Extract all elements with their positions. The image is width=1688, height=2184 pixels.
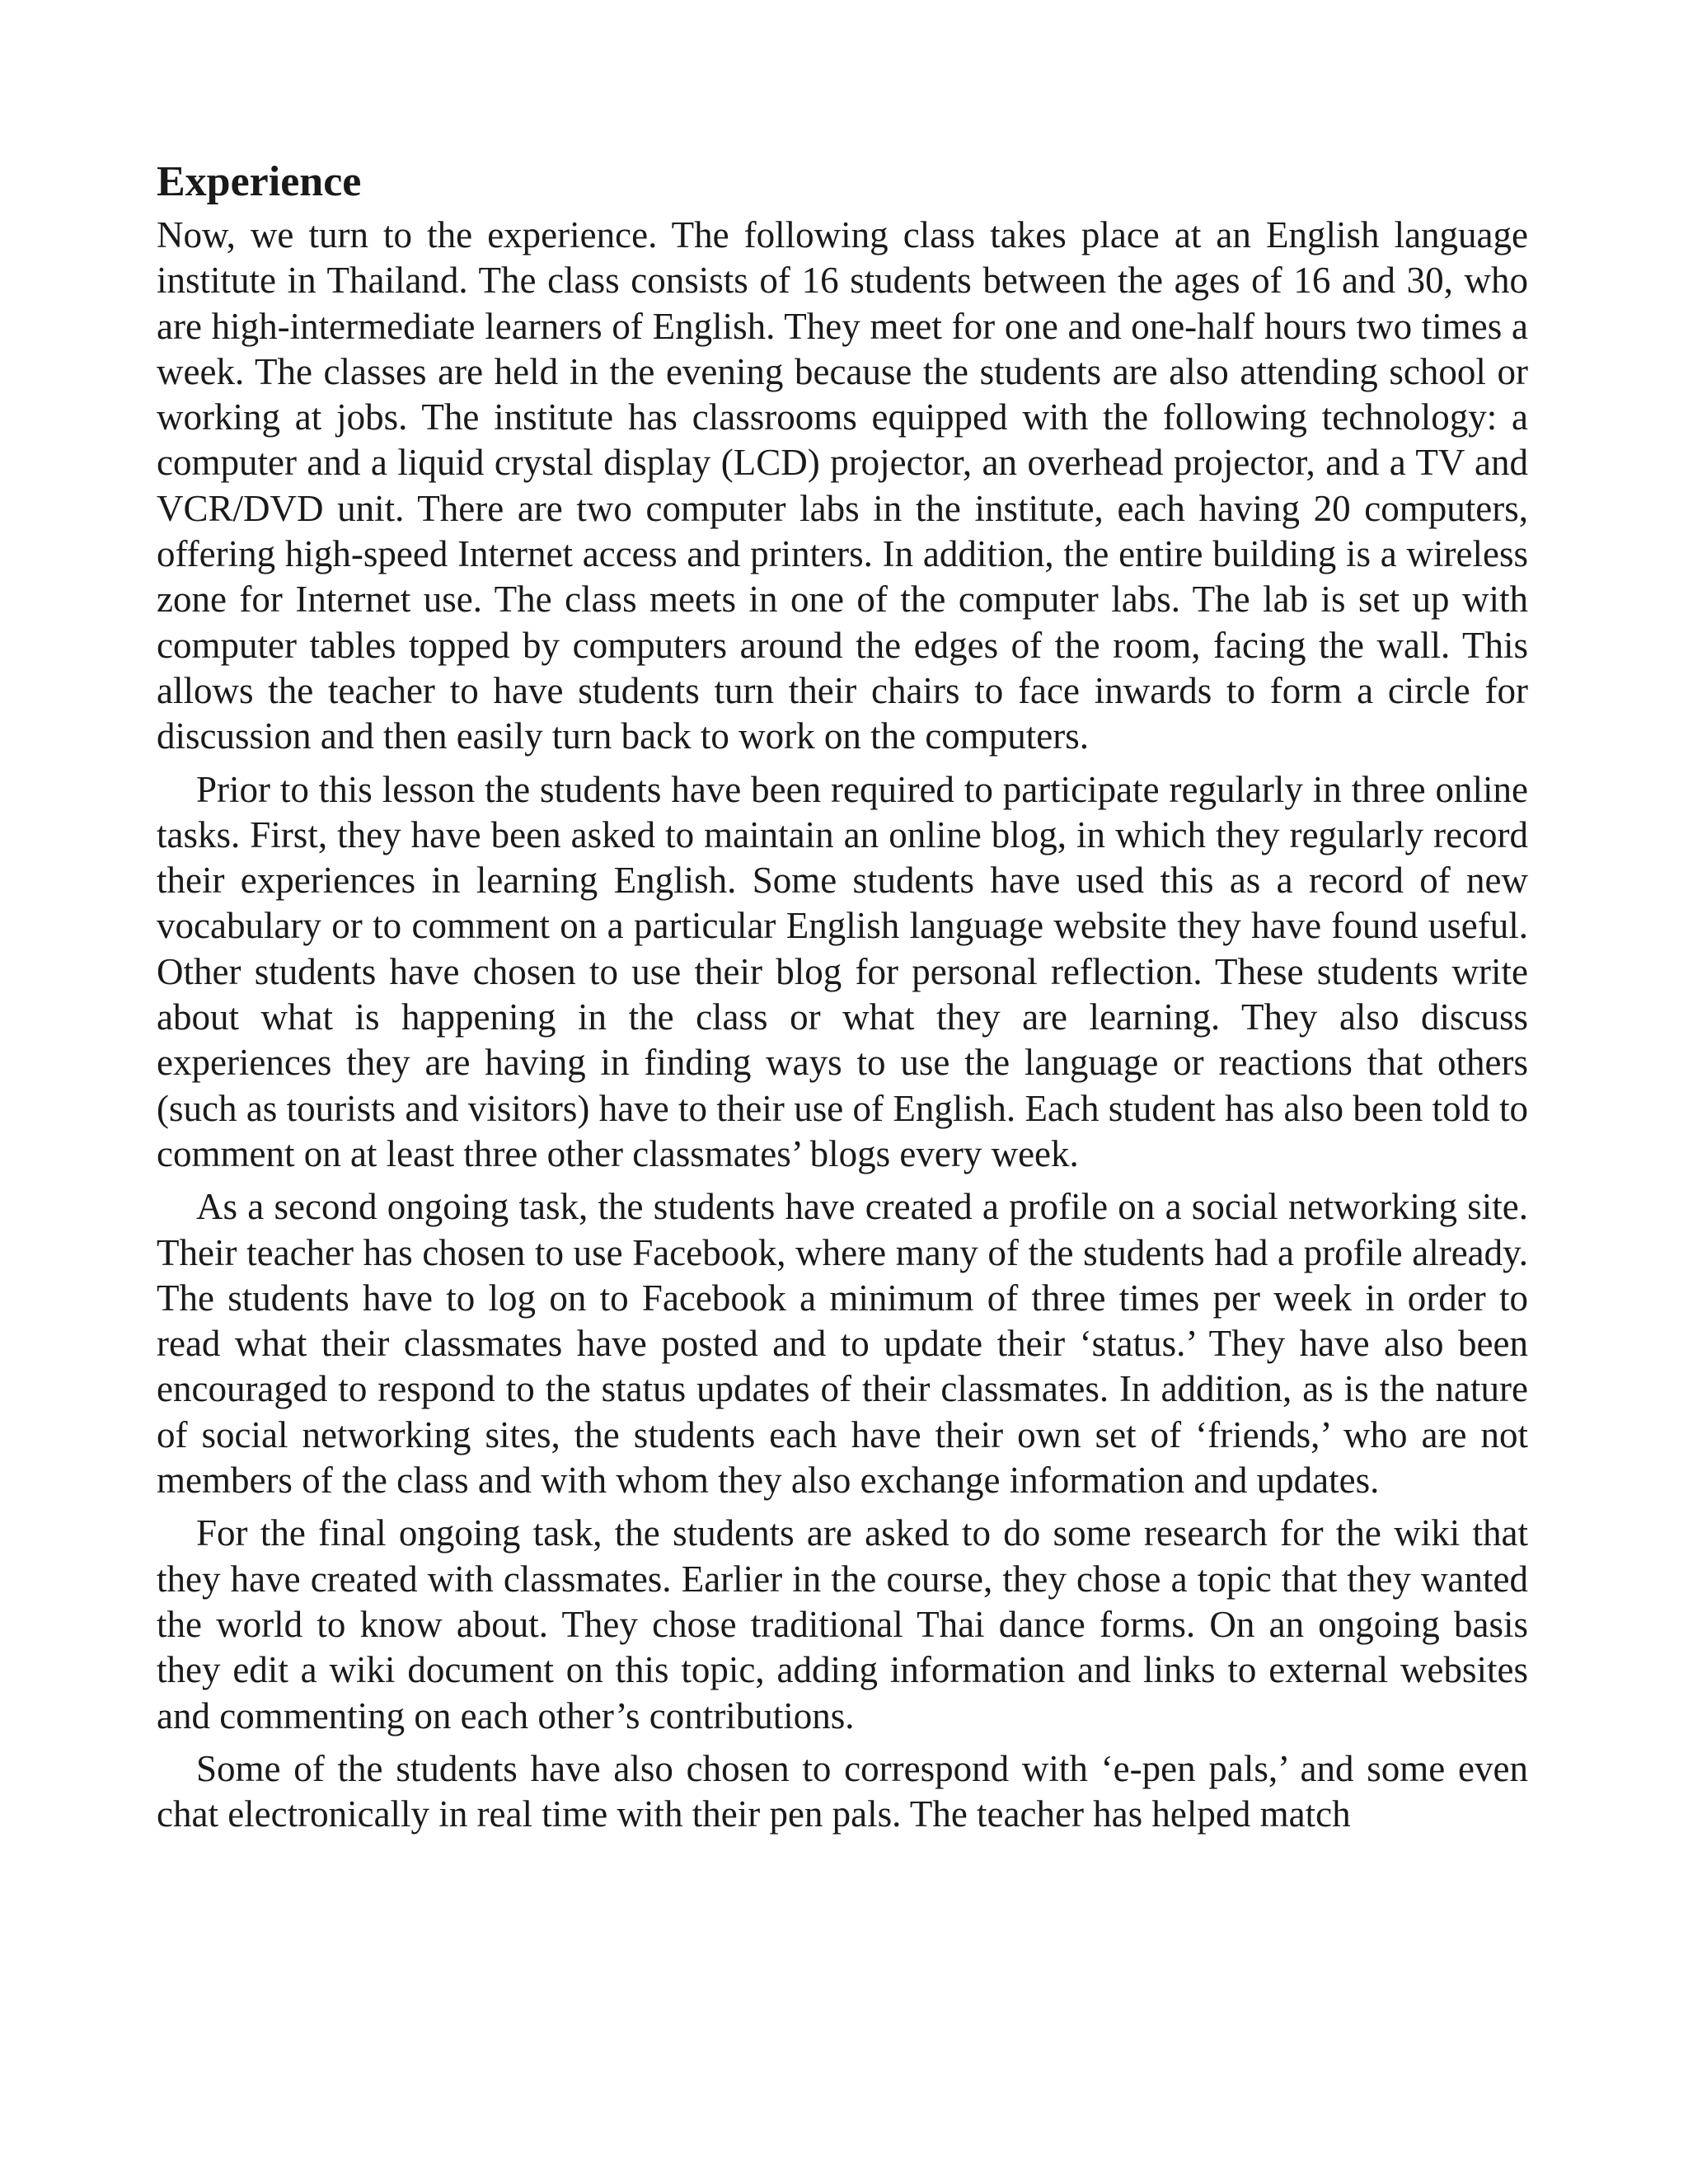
paragraph-class-overview: Now, we turn to the experience. The following class takes place at an English language institute in Thailand. The class consists of 16 students between the ages of 16 and 30, who are high-intermediate learners of English. They meet for one and one-half hours two times a week. The classes are held in the evening because the students are also attending school or working at jobs. The institute has classrooms equipped with the following technology: a computer and a liquid crystal display (LCD) projector, an overhead projector, and a TV and VCR/DVD unit. There are two computer labs in the institute, each having 20 computers, offering high-speed Internet access and printers. In addition, the entire building is a wireless zone for Internet use. The class meets in one of the computer labs. The lab is set up with computer tables topped by computers around the edges of the room, facing the wall. This allows the teacher to have students turn their chairs to face inwards to form a circle for discussion and then easily turn back to work on the computers. — [157, 214, 1528, 757]
paragraph-online-tasks-blog: Prior to this lesson the students have been required to participate regularly in three online tasks. First, they have been asked to maintain an online blog, in which they regularly record their experiences in learning English. Some students have used this as a record of new vocabulary or to comment on a particular English language website they have found useful. Other students have chosen to use their blog for personal reflection. These students write about what is happening in the class or what they are learning. They also discuss experiences they are having in finding ways to use the language or reactions that others (such as tourists and visitors) have to their use of English. Each student has also been told to comment on at least three other classmates’ blogs every week. — [157, 768, 1528, 1174]
paragraph-wiki-task: For the final ongoing task, the students are asked to do some research for the wiki that they have created with classmates. Earlier in the course, they chose a topic that they wanted the world to know about. They chose traditional Thai dance forms. On an ongoing basis they edit a wiki document on this topic, adding information and links to external websites and commenting on each other’s contributions. — [157, 1512, 1528, 1736]
document-page — [157, 153, 1528, 1844]
paragraph-social-networking: As a second ongoing task, the students have created a profile on a social networking site. Their teacher has chosen to use Facebook, where many of the students had a profile already. The students have to log on to Facebook a minimum of three times per week in order to read what their classmates have posted and to update their ‘status.’ They have also been encouraged to respond to the status updates of their classmates. In addition, as is the nature of social networking sites, the students each have their own set of ‘friends,’ who are not members of the class and with whom they also exchange information and updates. — [157, 1186, 1528, 1502]
section-heading: Experience — [157, 158, 362, 205]
paragraph-pen-pals: Some of the students have also chosen to correspond with ‘e-pen pals,’ and some even chat electronically in real time with their pen pals. The teacher has helped match — [157, 1747, 1528, 1835]
